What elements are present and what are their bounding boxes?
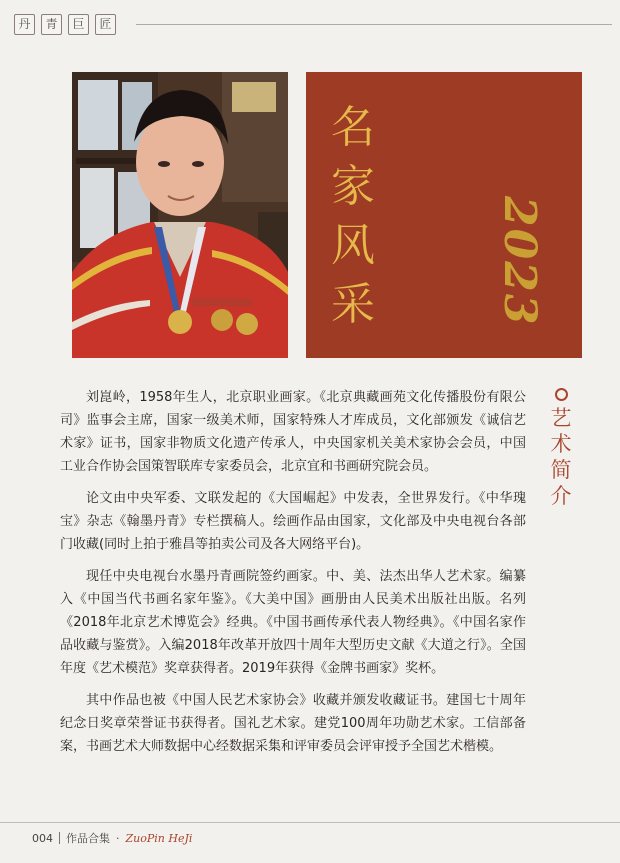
bio-paragraph: 论文由中央军委、文联发起的《大国崛起》中发表，全世界发行。《中华瑰宝》杂志《翰墨丹青》专栏撰稿人。绘画作品由国家，文化部及中央电视台各部门收藏(同时上拍于雅昌等拍卖公司及各大网络平台)。	[60, 491, 526, 552]
title-char: 风	[331, 220, 375, 271]
year-label: 2023	[494, 196, 545, 327]
footer-separator	[59, 832, 60, 844]
artist-portrait-photo	[72, 72, 288, 358]
bio-paragraph: 刘崑岭，1958年生人，北京职业画家。《北京典藏画苑文化传播股份有限公司》监事会主席，国家一级美术师，国家特殊人才库成员，文化部颁发《诚信艺术家》证书，国家非物质文化遗产传承人，中央国家机关美术家协会会员，中国工业合作协会国策智联库专家委员会，北京宜和书画研究院会员。	[60, 390, 526, 474]
footer-divider	[0, 822, 620, 823]
bio-paragraph: 其中作品也被《中国人民艺术家协会》收藏并颁发收藏证书。建国七十周年纪念日奖章荣誉证书获得者。国礼艺术家。建党100周年功勋艺术家。工信部备案，书画艺术大师数据中心经数据采集和评审委员会评审授予全国艺术楷模。	[60, 693, 526, 754]
heading-char: 艺	[550, 406, 572, 430]
section-heading-vertical	[546, 388, 576, 509]
heading-char: 简	[550, 458, 572, 482]
brand-char: 匠	[95, 14, 116, 35]
circle-bullet-icon	[555, 388, 568, 401]
artist-biography	[60, 386, 526, 767]
header-divider	[136, 24, 612, 25]
brand-char: 巨	[68, 14, 89, 35]
footer	[32, 830, 192, 846]
heading-char: 介	[550, 484, 572, 508]
header-brand	[14, 14, 116, 35]
dot-separator: ·	[116, 831, 120, 845]
title-char: 家	[331, 161, 375, 212]
title-char: 采	[331, 279, 375, 330]
brand-char: 丹	[14, 14, 35, 35]
page-number: 004	[32, 831, 53, 845]
heading-char: 术	[550, 432, 572, 456]
collection-label-en: ZuoPin HeJi	[125, 831, 193, 845]
title-char: 名	[331, 102, 375, 153]
feature-title	[318, 98, 388, 334]
bio-paragraph: 现任中央电视台水墨丹青画院签约画家。中、美、法杰出华人艺术家。编纂入《中国当代书画名家年鉴》。《大美中国》画册由人民美术出版社出版。名列《2018年北京艺术博览会》经典。《中国书画传承代表人物经典》。《中国名家作品收藏与鉴赏》。入编2018年改革开放四十周年大型历史文献《大道之行》。全国年度《艺术模范》奖章获得者。2019年获得《金牌书画家》奖杯。	[60, 569, 526, 676]
brand-char: 青	[41, 14, 62, 35]
collection-label: 作品合集	[66, 832, 110, 845]
